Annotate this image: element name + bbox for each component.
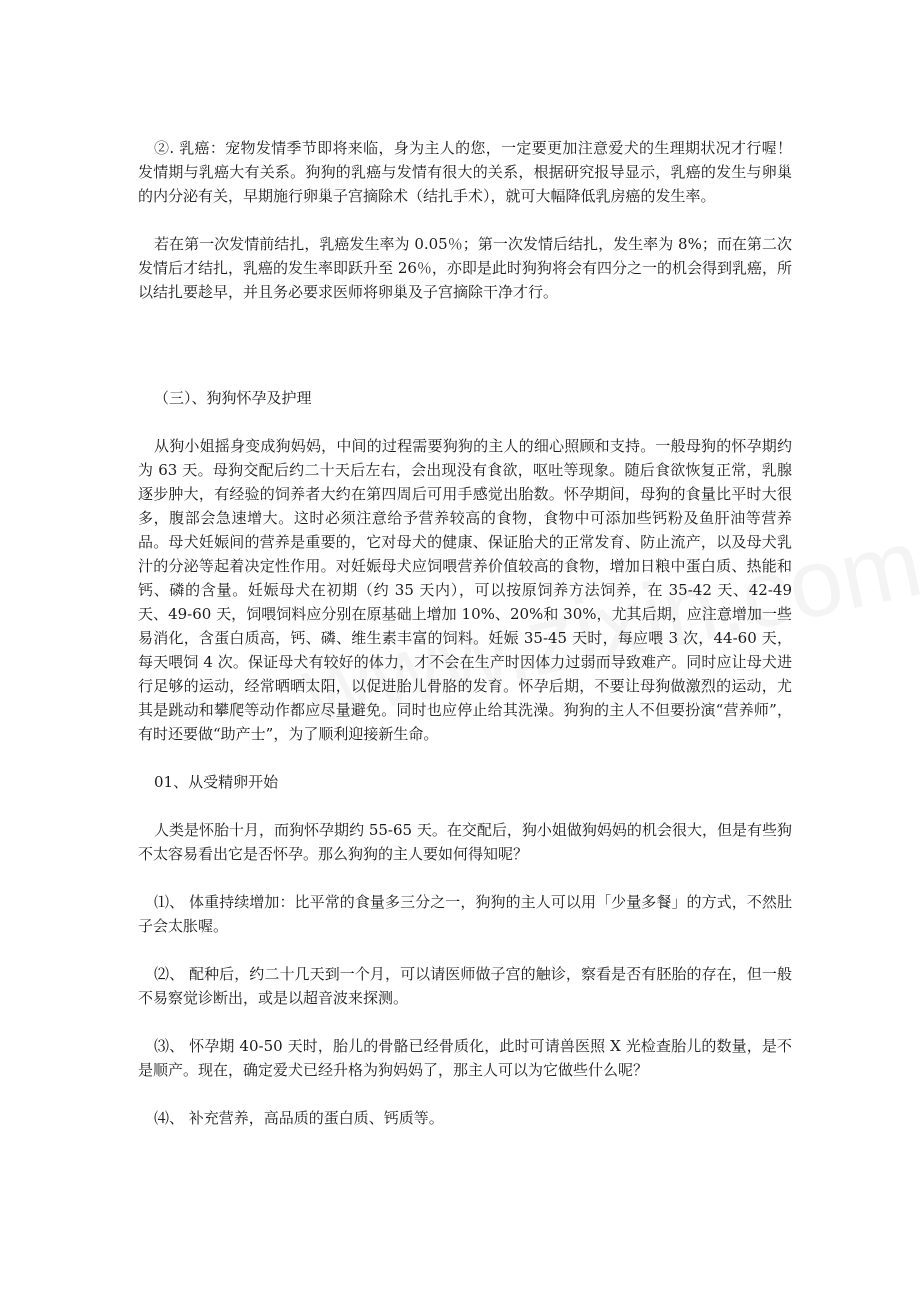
list-item-weight-gain: ⑴、 体重持续增加：比平常的食量多三分之一，狗狗的主人可以用「少量多餐」的方式，不然肚子会太胀喔。	[138, 893, 792, 935]
paragraph-breast-cancer: ②. 乳癌：宠物发情季节即将来临，身为主人的您，一定要更加注意爱犬的生理期状况才行喔！发情期与乳癌大有关系。狗狗的乳癌与发情有很大的关系，根据研究报导显示，乳癌的发生与卵巢的内分泌有关，早期施行卵巢子宫摘除术（结扎手术），就可大幅降低乳房癌的发生率。	[138, 139, 792, 205]
paragraph-neuter-rates: 若在第一次发情前结扎，乳癌发生率为 0.05％；第一次发情后结扎，发生率为 8%；而在第二次发情后才结扎，乳癌的发生率即跃升至 26％，亦即是此时狗狗将会有四分之一的机会得到乳癌，所以结扎要趁早，并且务必要求医师将卵巢及子宫摘除干净才行。	[138, 235, 792, 301]
document-body	[138, 136, 792, 1154]
list-item-xray: ⑶、 怀孕期 40-50 天时，胎儿的骨骼已经骨质化，此时可请兽医照 X 光检查胎儿的数量，是不是顺产。现在，确定爱犬已经升格为狗妈妈了，那主人可以为它做些什么呢？	[138, 1037, 792, 1079]
list-item-palpation: ⑵、 配种后，约二十几天到一个月，可以请医师做子宫的触诊，察看是否有胚胎的存在，但一般不易察觉诊断出，或是以超音波来探测。	[138, 965, 792, 1007]
section-heading-pregnancy: （三）、狗狗怀孕及护理	[154, 389, 312, 407]
paragraph-gestation: 人类是怀胎十月，而狗怀孕期约 55-65 天。在交配后，狗小姐做狗妈妈的机会很大，但是有些狗不太容易看出它是否怀孕。那么狗狗的主人要如何得知呢？	[138, 821, 792, 863]
section-spacer	[138, 328, 792, 386]
list-item-nutrition: ⑷、 补充营养，高品质的蛋白质、钙质等。	[154, 1109, 444, 1127]
paragraph-pregnancy-care: 从狗小姐摇身变成狗妈妈，中间的过程需要狗狗的主人的细心照顾和支持。一般母狗的怀孕期约为 63 天。母狗交配后约二十天后左右，会出现没有食欲，呕吐等现象。随后食欲恢复正常，乳腺逐步肿大，有经验的饲养者大约在第四周后可用手感觉出胎数。怀孕期间，母狗的食量比平时大很多，腹部会急速增大。这时必须注意给予营养较高的食物，食物中可添加些钙粉及鱼肝油等营养品。母犬妊娠间的营养是重要的，它对母犬的健康、保证胎犬的正常发育、防止流产，以及母犬乳汁的分泌等起着决定性作用。对妊娠母犬应饲喂营养价值较高的食物，增加日粮中蛋白质、热能和钙、磷的含量。妊娠母犬在初期（约 35 天内），可以按原饲养方法饲养，在 35-42 天、42-49 天、49-60 天，饲喂饲料应分别在原基础上增加 10%、20%和 30%，尤其后期，应注意增加一些易消化，含蛋白质高，钙、磷、维生素丰富的饲料。妊娠 35-45 天时，每应喂 3 次，44-60 天，每天喂饲 4 次。保证母犬有较好的体力，才不会在生产时因体力过弱而导致难产。同时应让母犬进行足够的运动，经常晒晒太阳，以促进胎儿骨胳的发育。怀孕后期，不要让母狗做激烈的运动，尤其是跳动和攀爬等动作都应尽量避免。同时也应停止给其洗澡。狗狗的主人不但要扮演“营养师”，有时还要做“助产士”，为了顺利迎接新生命。	[138, 437, 792, 743]
subheading-fertilization: 01、从受精卵开始	[154, 773, 279, 791]
